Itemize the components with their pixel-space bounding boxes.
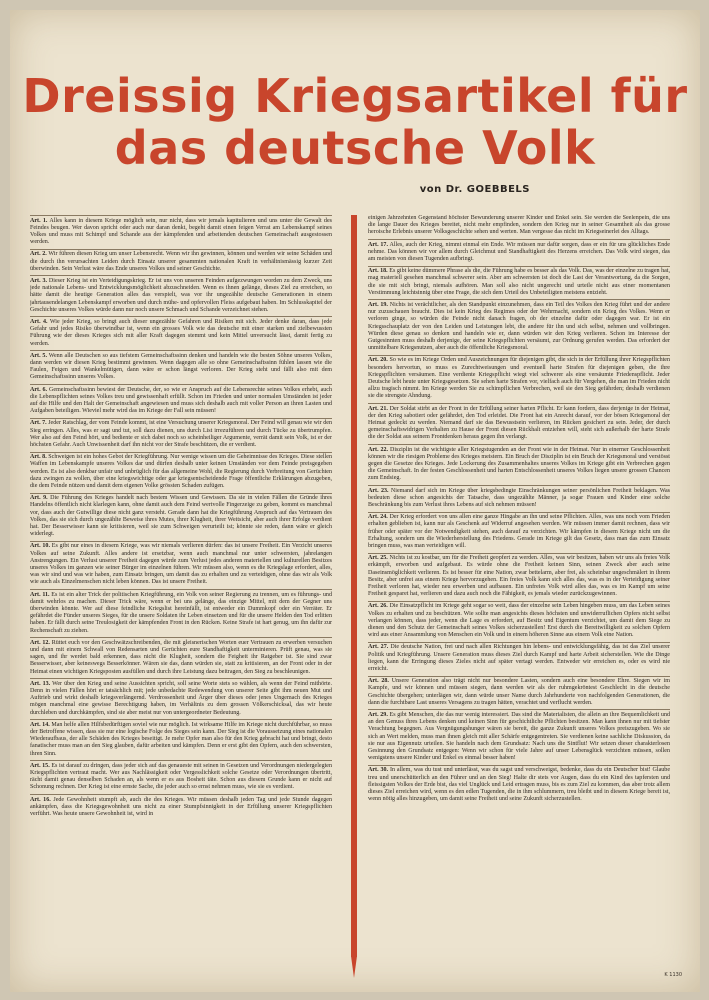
article-paragraph (368, 485, 670, 509)
article-label: Art. 28. (368, 678, 389, 685)
article-label: Art. 25. (368, 555, 388, 562)
title-line-2: das deutsche Volk (114, 121, 596, 175)
article-paragraph (30, 350, 332, 381)
article-text: Es gibt Menschen, die das nur wenig interessiert. Das sind die Materialisten, die allein an ihre Bequemlichkeit und an den Genuss ihres Lebens denken und keinen Sinn für geschichtliche Pflichten besitzen. Man kann ihnen nur mit tiefster Verachtung begegnen. Aus Vergnügungshunger wären sie bereit, die ganze Zukunft unseres Volkes preiszugeben. Wo sie sich an Wert melden, muss man ihnen gleich mit aller Schärfe entgegentreten. Sie verdienen keine sachliche Diskussion, da sie nur aus Eigennutz urteilen. Sie handeln nach dem Grundsatz: Nach uns die Sintflut! Wir setzen dieser charakterlosen Gesinnung den Grundsatz entgegen: Wenn wir schon für viele Jahre auf unser Lebensglück verzichten müssen, sollen wenigstens unsere Kinder und Enkel es einmal besser haben! (368, 711, 670, 762)
article-text: Dieser Krieg ist ein Verteidigungskrieg. Er ist uns von unseren Feinden aufgezwungen worden zu dem Zweck, uns jede nationale Lebens- und Entwicklungsmöglichkeit abzuschneiden. Wenn es ihnen gelänge, dieses Ziel zu erreichen, so hätte damit die heutige Generation alles das verspielt, was vor ihr ungezählte deutsche Generationen in einem jahrtausendelangen Lebenskampf erworben und durch mühe- und opfervollen Fleiss aufgebaut haben. Im Schlusskapitel der Geschichte unseres Volkes würde dann nur noch unsere Schmach und Schande verzeichnet stehen. (30, 277, 332, 313)
article-text: Alles, auch der Krieg, nimmt einmal ein Ende. Wir müssen nur dafür sorgen, dass er ein für uns glückliches Ende nehme. Das können wir vor allem durch Gleichmut und Standhaftigkeit des Herzens erreichen. Das Volk wird siegen, das am meisten von diesen Tugenden aufbringt. (368, 241, 670, 262)
article-paragraph (368, 403, 670, 442)
article-text: Niemand darf sich im Kriege über kriegsbedingte Einschränkungen seiner persönlichen Freiheit beklagen. Was bedeuten diese schon angesichts der Tatsache, dass ungezählte Männer, ja sogar Frauen und Kinder eine solche Beschränkung bis zum Verlust ihres Lebens auf sich nehmen müssen! (368, 487, 670, 508)
right-text-column (368, 215, 670, 977)
article-label: Art. 19. (368, 301, 388, 308)
article-text: In allem, was du tust und unterlässt, was du sagst und verschweigst, bedenke, dass du ein Deutscher bist! Glaube treu und unerschütterlich an den Führer und an den Sieg! Halte dir stets vor Augen, dass du ein Kind des tapfersten und fleissigsten Volkes der Erde bist, das viel Unglück und Leid ertragen muss, bis es zum Ziel zu kommen, das aber trotz allem dieses Ziel erreichen wird, wenn es den edlen Tugenden, die in ihm schlummern, treu bleibt und in diesem Kriege bereit ist, wenn nötig alles hinzugeben, um damit seine Freiheit und seine Zukunft sicherzustellen. (368, 767, 670, 803)
article-paragraph (368, 266, 670, 297)
article-paragraph (30, 719, 332, 758)
article-label: Art. 29. (368, 711, 388, 718)
article-paragraph (368, 676, 670, 707)
article-paragraph (30, 794, 332, 818)
article-paragraph (368, 553, 670, 599)
article-text: Es gibt keine dümmere Phrase als die, die Führung habe es besser als das Volk. Das, was der einzelne zu tragen hat, mag materiell gesehen manchmal schwerer sein. Aber am schwersten ist doch die Last der Verantwortung, da die Sorgen, die sie mit sich bringt, niemals aufhören. Man soll also nicht ungerecht und urteile nicht aus einer momentanen Verstimmung leichtsinnig über eine Frage, die sich dem Urteil des Unbeteiligten meistens entzieht. (368, 268, 670, 296)
article-text: Alles kann in diesem Kriege möglich sein, nur nicht, dass wir jemals kapitulieren und uns unter die Gewalt des Feindes beugen. Wer davon spricht oder auch nur daran denkt, begeht damit einen feigen Verrat am Lebenskampf seines Volkes und muss mit Schimpf und Schande aus der kämpfenden und arbeitenden deutschen Gemeinschaft ausgestossen werden. (30, 217, 332, 246)
article-paragraph (30, 384, 332, 415)
column-divider-arrow (351, 956, 357, 978)
article-label: Art. 2. (30, 251, 47, 258)
article-text: Jeder Ratschlag, der vom Feinde kommt, ist eine Versuchung unserer Kriegsmoral. Der Feind will genau wie wir den Sieg erringen. Alles, was er sagt und tut, soll dazu dienen, uns durch List irrezuführen und durch Tücke zu übertrumpfen. Wer also auf den Feind hört, und bediente er sich dabei noch so scheinheiliger Argumente, verrät damit sein Volk, ist er der höchsten Gefahr. Auch Unwissenheit darf ihn nicht vor der Strafe beschützen, die er verdient. (30, 420, 332, 448)
article-paragraph (368, 642, 670, 673)
column-divider-bar (351, 215, 357, 957)
article-text: Wie jeder Krieg, so bringt auch dieser ungezählte Gefahren und Risiken mit sich. Jeder denke daran, dass jede Gefahr und jedes Risiko überwindbar ist, wenn ein grosses Volk wie das deutsche mit einer starken und zielbewussten Führung wie der dieses Krieges sich mit aller Kraft dagegen stemmt und kein Mittel unversucht lässt, damit fertig zu werden. (30, 318, 332, 347)
article-paragraph (30, 493, 332, 539)
article-paragraph (30, 637, 332, 676)
article-text: Die deutsche Nation, frei und nach allen Richtungen hin lebens- und entwicklungsfähig, das ist das Ziel unserer Politik und Kriegführung. Unsere Generation muss dieses Ziel durch Kampf und harte Arbeit sicherstellen. Wie die Dinge liegen, kann die Erringung dieses Zieles nicht auf später vertagt werden. Entweder wir erreichen es, oder es wird nie erreicht. (368, 644, 670, 672)
article-text: Wer über den Krieg und seine Aussichten spricht, soll seine Worte stets so wählen, als wenn der Feind mithörte. Denn in vielen Fällen hört er tatsächlich mit; jede unbedachte Redewendung von unserer Seite gibt ihm neuen Mut und Auftrieb und wirkt deshalb kriegsverlängernd. Verdrossenheit und Ärger über dieses oder jenes Ungemach des Krieges mögen manchmal eine gewisse Berechtigung haben, im Verhältnis zu dem grossen Völkerschicksal, das wir heute durchleben und durchkämpfen, sind sie aber meist nur von untergeordneter Bedeutung. (30, 680, 332, 716)
article-text: Es ist ein alter Trick der politischen Kriegführung, ein Volk von seiner Regierung zu trennen, um es führungs- und damit wehrlos zu machen. Dieser Trick wäre, wenn er bei uns gelänge, das einzige Mittel, mit dem der Gegner uns überwinden könnte. Wer auf diese feindliche Kriegslist hereinfällt, ist entweder ein Dummkopf oder ein Verräter. Er gefährdet die Fünder unseres Sieges, für die unsere Soldaten ihr Leben einsetzen und für die unsere Helden den Tod erlitten haben. Er fällt durch seine Treulosigkeit der kämpfenden Front in den Rücken. Keine Strafe ist hart genug, um ihn dafür zur Rechenschaft zu ziehen. (30, 591, 332, 634)
article-label: Art. 4. (30, 318, 48, 325)
article-text: Jede Gewohnheit stumpft ab, auch die des Krieges. Wir müssen deshalb jeden Tag und jede Stunde dagegen ankämpfen, dass die Kriegsgewohnheit uns nicht zu einer Stumpfsinnigkeit in der Erfüllung unserer Kriegspflichten verführt. Was heute unsere Gewohnheit ist, wird in (30, 796, 332, 817)
article-label: Art. 26. (368, 603, 388, 610)
article-paragraph (30, 541, 332, 587)
article-label: Art. 24. (368, 514, 388, 521)
article-text: Disziplin ist die wichtigste aller Kriegstugenden an der Front wie in der Heimat. Nur in einerner Geschlossenheit können wir die riesigen Probleme des Krieges meistern. Ein Bruch der Disziplin ist ein Bruch der Kriegsmoral und verstösst gegen die Gesetze des Krieges. Jede Lockerung des Zusammenhaltes unseres Volkes im Kriege gibt ein Verbrechen gegen die Gemeinschaft. In der festen Geschlossenheit und harten Entschlossenheit unseres Volkes liegen unsere grossen Chancen zum Endsieg. (368, 446, 670, 482)
article-label: Art. 18. (368, 268, 388, 275)
article-paragraph (368, 355, 670, 401)
article-paragraph (30, 678, 332, 717)
article-paragraph (30, 589, 332, 635)
article-label: Art. 16. (30, 796, 51, 803)
title-line-1: Dreissig Kriegsartikel für (22, 69, 688, 123)
continued-article-text: einigen Jahrzehnten Gegenstand höchster Bewunderung unserer Kinder und Enkel sein. Sie werden die Seelenpein, die uns die lange Dauer des Krieges bereitet, nicht mehr empfinden, sondern den Krieg nur in seiner Gesamtheit als das grosse heroische Erlebnis unserer Volksgeschichte sehen und werten. Man vergesse das nicht im Kriegseinerlei des Alltags. (368, 215, 670, 236)
article-label: Art. 11. (30, 591, 50, 598)
article-label: Art. 23. (368, 487, 389, 494)
article-label: Art. 10. (30, 543, 50, 550)
article-label: Art. 15. (30, 762, 50, 769)
article-label: Art. 9. (30, 495, 48, 502)
article-label: Art. 3. (30, 277, 47, 284)
article-text: Rüttet euch vor den Geschwätzschreibenden, die mit gleisnerischen Worten euer Vertrauen zu erwerben versuchen und dann mit einem Schwall von Redensarten und Gerüchten eure Standhaftigkeit unterminieren. Prüft genau, was sie sagen, und ihr werdet bald erkennen, dass nicht die Klugheit, sondern die Feigheit ihr Ratgeber ist. Sie sind zwar Besserwisser, aber keineswegs Besserkönner. Wären sie das, dann würden sie, statt zu kritisieren, an der Front oder in der Heimat einen wichtigen Kriegsposten ausfüllen und durch ihre Leistung dazu beitragen, den Sieg zu beschleunigen. (30, 639, 332, 675)
article-paragraph (30, 452, 332, 491)
article-text: Der Krieg erfordert von uns allen eine ganze Hingabe an ihn und seine Pflichten. Alles, was uns noch vom Frieden erhalten geblieben ist, kann nur als Geschenk auf Widerruf angesehen werden. Wir müssen immer damit rechnen, dass wir früher oder später vor der Notwendigkeit stehen, auch darauf zu verzichten. Wir kämpfen in diesem Kriege nicht um die Erhaltung, sondern um die Wiederherstellung des Friedens. Gerade im Kriege gilt das Gesetz, dass man das zum Einsatz bringen muss, was man verteidigen will. (368, 514, 670, 549)
article-paragraph (30, 249, 332, 273)
article-label: Art. 21. (368, 405, 388, 412)
article-text: So wie es im Kriege Orden und Auszeichnungen für diejenigen gibt, die sich in der Erfüllung ihrer Kriegspflichten besonders hervortun, so muss es Zurechtweisungen und eventuell harte Strafen für diejenigen geben, die ihre Kriegspflichten versäumen. Eine verdiente Kriegspflicht wiegt viel schwerer als eine versäumte Friedenspflicht. Jeder Deutsche lebt heute unter Kriegsgesetzen. Sie sehen harte Strafen vor, vielfach auch für Vergehen, die man im Frieden nicht allzu tragisch nimmt. Im Kriege werden Sie zu schimpflichen Verbrechen, weil sie den Sieg gefährden; deshalb verdienen sie die strengste Ahndung. (368, 357, 670, 400)
article-label: Art. 8. (30, 454, 47, 461)
article-label: Art. 7. (30, 420, 47, 427)
article-label: Art. 30. (368, 767, 389, 774)
article-text: Nichts ist zu kostbar, um für die Freiheit geopfert zu werden. Alles, was wir besitzen, haben wir uns als freies Volk erkämpft, erworben und aufgebaut. Es würde ohne die Freiheit keinen Sinn, seinen Zweck aber auch seine Daseinsmöglichkeit verlieren. Es ist besser für eine Nation, zwar bettelarm, aber frei, als scheinbar ungeschmälert in ihrem Besitz, aber unfrei aus einem Kriege hervorzugehen. Ein freies Volk kann sich alles das, was es in der Verteidigung seiner Freiheit verloren hat, wieder neu erwerben und aufbauen. Ein unfreies Volk wird alles das, was es im Kampf um seine Freiheit gesparet hat, verlieren und dazu auch noch die Fähigkeit, es jemals wieder zurückzugewinnen. (368, 555, 670, 598)
article-text: Es ist darauf zu dringen, dass jeder sich auf das genaueste mit seinen in Gesetzen und Verordnungen niedergelegten Kriegspflichten vertraut macht. Wer aus Nachlässigkeit oder Vergesslichkeit solche Gesetze oder Verordnungen übertritt, rächt damit genau denselben Schaden an, als wenn er es aus Bosheit täte. Schon aus diesem Grunde kann er nicht auf Schonung rechnen. Der Krieg ist eine ernste Sache, die jeder auch so ernst nehmen muss, wie sie es verdient. (30, 762, 332, 791)
article-paragraph (368, 444, 670, 483)
article-paragraph (368, 601, 670, 640)
article-paragraph (368, 299, 670, 352)
article-paragraph (368, 709, 670, 762)
article-paragraph (30, 215, 332, 246)
article-text: Wenn alle Deutschen so aus tiefstem Gemeinschaftssinn denken und handeln wie die besten Söhne unseres Volkes, dann werden wir diesen Krieg bestimmt gewinnen. Wenn dagegen alle so ohne Gemeinschaftssinn fühlen lassen wie die Faulen, Feigen und Wankelmütigen, dann wäre er schon längst verloren. Der Krieg steht und fällt also mit dem Gemeinschaftssinn unseres Volkes. (30, 352, 332, 381)
left-text-column (30, 215, 332, 977)
article-paragraph (368, 512, 670, 551)
article-label: Art. 22. (368, 446, 389, 453)
article-text: Es gibt nur eines in diesem Kriege, was wir niemals verlieren dürfen: das ist unsere Freiheit. Ein Verzicht unseres Volkes auf seine Zukunft. Alles andere ist ersetzbar, wenn auch manchmal nur unter schwersten, jahrelangen Anstrengungen. Ein Verlust unserer Freiheit dagegen würde zum Verlust jedes anderen materiellen und kulturellen Besitzes unseres Volkes im ganzen wie seiner Bürger im einzelnen führen. Wir müssen also, wenn es die Kriegslage erfordert, alles, was wir sind und was wir haben, zum Einsatz bringen, um damit das zu erhalten und zu verteidigen, ohne das wir als Volk wie auch als Einzelmenschen nicht leben können. Das ist unsere Freiheit. (30, 543, 332, 586)
poster-sheet (10, 10, 700, 992)
article-label: Art. 6. (30, 386, 48, 393)
article-text: Gemeinschaftssinn bewiest der Deutsche, der, so wie er Anspruch auf die Lebensrechte seines Volkes erhebt, auch die Lebenspflichten seines Volkes treu und gewissenhaft erfüllt. Schon im Frieden und unter normalen Umständen ist jeder auf die Hilfe und den Halt der Gemeinschaft angewiesen und muss sich deshalb auch mit voller Person an ihren Lasten und Aufgaben beteiligen. Wieviel mehr wird das im Kriege der Fall sein müssen! (30, 386, 332, 415)
print-code: K 1130 (664, 972, 682, 978)
author-byline: von Dr. GOEBBELS (419, 184, 530, 195)
article-paragraph (30, 316, 332, 347)
article-label: Art. 14. (30, 721, 50, 728)
article-paragraph (368, 765, 670, 804)
article-label: Art. 20. (368, 357, 388, 364)
article-label: Art. 17. (368, 241, 388, 248)
article-label: Art. 13. (30, 680, 51, 687)
article-paragraph (368, 239, 670, 263)
article-label: Art. 5. (30, 352, 47, 359)
article-text: Wir führen diesen Krieg um unser Lebensrecht. Wenn wir ihn gewinnen, können und werden wir seine Schäden und die durch ihn verursachten Leiden durch Einsatz unserer gesammten nationalen Kraft in verhältnismässig kurzer Zeit überwinden. Sein Verlust wäre das Ende unseres Volkes und seiner Geschichte. (30, 251, 332, 272)
article-text: Der Soldat stirbt an der Front in der Erfüllung seiner harten Pflicht. Er kann fordern, dass derjenige in der Heimat, der den Krieg sabotiert oder gefährdet, den Tod erleidet. Die Front hat ein Anrecht darauf, vor der bösen Kriegsmoral der Heimat gedeckt zu werden. Niemand darf sie das Bewusstsein verlieren, im Rücken gesichert zu sein. Jeder, der durch gemeinschaftswidrigen Verhalten zu Hause der Front diesen Rückhalt entziehen will, steht sich außerhalb der harte Strafe die der Soldat aus seinem Frontdenken heraus gegen ihn verlangt. (368, 405, 670, 441)
article-text: Die Führung des Krieges handelt nach bestem Wissen und Gewissen. Da sie in vielen Fällen die Gründe ihres Handelns öffentlich nicht klarlegen kann, ohne damit auch dem Feind wertvolle Fingerzeige zu geben, kommt es manchmal vor, dass auch der Gutwillige diese nicht ganz versteht. Gerade dann hat die Kriegführung Anspruch auf das Vertrauen des Volkes, das sie sich durch ungezählte Beweise ihres Mutes, ihrer Klugheit, ihrer Weitsicht, aber auch ihrer Erfolge verdient hat. Der Besserwisser kann sie kritisieren, weil sie zum Schweigen verurteilt ist; könnte sie reden, dann wäre er gleich widerlegt. (30, 495, 332, 538)
article-text: Schweigen ist ein hohes Gebot der Kriegführung. Nur wenige wissen um die Geheimnisse des Krieges. Diese stellen Waffen im Lebenskampfe unseres Volkes dar und dürfen deshalb unter keinen Umständen vor dem Feinde preisgegeben werden. Es ist also denkbar unfair und unbrüglich für das allgemeine Wohl, die Regierung durch Verbreitung von Gerüchten dazu zwingen zu wollen, über eine kriegswichtige oder gar kriegsentscheidende Frage öffentliche Erklärungen abzugeben, die dem Feinde nützen und damit dem eigenen Volke grössten Schaden zufügen. (30, 454, 332, 489)
article-label: Art. 1. (30, 217, 48, 224)
article-paragraph (30, 760, 332, 791)
article-label: Art. 12. (30, 639, 50, 646)
poster-title (10, 70, 700, 174)
article-text: Nichts ist verächtlicher, als den Standpunkt einzunehmen, dass ein Teil des Volkes den Krieg führt und der andere nur zuzuschauen braucht. Dies ist kein Krieg des Regimes oder der Wehrmacht, sondern ein Krieg des Volkes. Wenn er verloren ginge, so würden die Feinde nicht danach fragen, ob der einzelne dafür oder dagegen war. Er ist ein Kriegsschauplatz der von den Leiden und Leistungen lebt, die andere für ihn und sich selbst, nehmen und vollbringen. Würden diese genau so denken und handeln wie er, dann würden wir den Krieg verlieren. Schon im Interesse der Gutgesinnten muss deshalb derjenige, der seine Kriegspflichten versäumt, zur Ordnung gerufen werden. Das erfordert der unmittelbare Kriegsnutzen, aber auch die öffentliche Kriegsmoral. (368, 301, 670, 352)
article-text: Die Einsatzpflicht im Kriege geht sogar so weit, dass der einzelne sein Leben hingeben muss, um das Leben seines Volkes zu erhalten und zu beschützen. Wie sollte man angesichts dieses höchsten und unwiderruflichen Opfers nicht selbst verlangen können, dass jeder, wenn die Lage es erfordert, auf Besitz und Eigentum verzichtet, um damit dem Siege zu dienen und den Schutz der Gemeinschaft seines Volkes sicherzustellen! Erst durch die Bereitwilligkeit zu solchen Opfern wird aus einer Ansammlung von Menschen ein Volk und in einem höheren Sinne aus einem Volk eine Nation. (368, 603, 670, 639)
article-text: Man helfe allen Hilfsbedürftigen soviel wie nur möglich. Ist wirksame Hilfe im Kriege nicht durchführbar, so muss der Betroffene wissen, dass sie nur eine logische Folge des Sieges sein kann. Der Sieg ist die Voraussetzung eines nationalen Wiederaufbaus, der alle Schäden des Krieges beseitigt. Je mehr Opfer man also für den Krieg gebracht hat und bringt, desto fanatischer muss man an den Sieg glauben, dafür arbeiten und kämpfen. Denn er erst gibt den Opfern, auch den schwersten, ihren Sinn. (30, 721, 332, 757)
article-label: Art. 27. (368, 644, 389, 651)
article-text: Unsere Generation also trägt nicht nur besondere Lasten, sondern auch eine besondere Ehre. Siegen wir im Kampfe, und wir können und müssen siegen, dann werden wir als der ruhmgekröntest Geschlecht in die deutsche Geschichte übergehen; unterlägen wir, dann würde unser Name durch Jahrhunderte von nachfolgenden Generationen, die dann die furchtbare Last unseres Versagens zu tragen hätten, verachtet und verflucht werden. (368, 678, 670, 706)
article-paragraph (30, 275, 332, 314)
article-paragraph (30, 418, 332, 449)
